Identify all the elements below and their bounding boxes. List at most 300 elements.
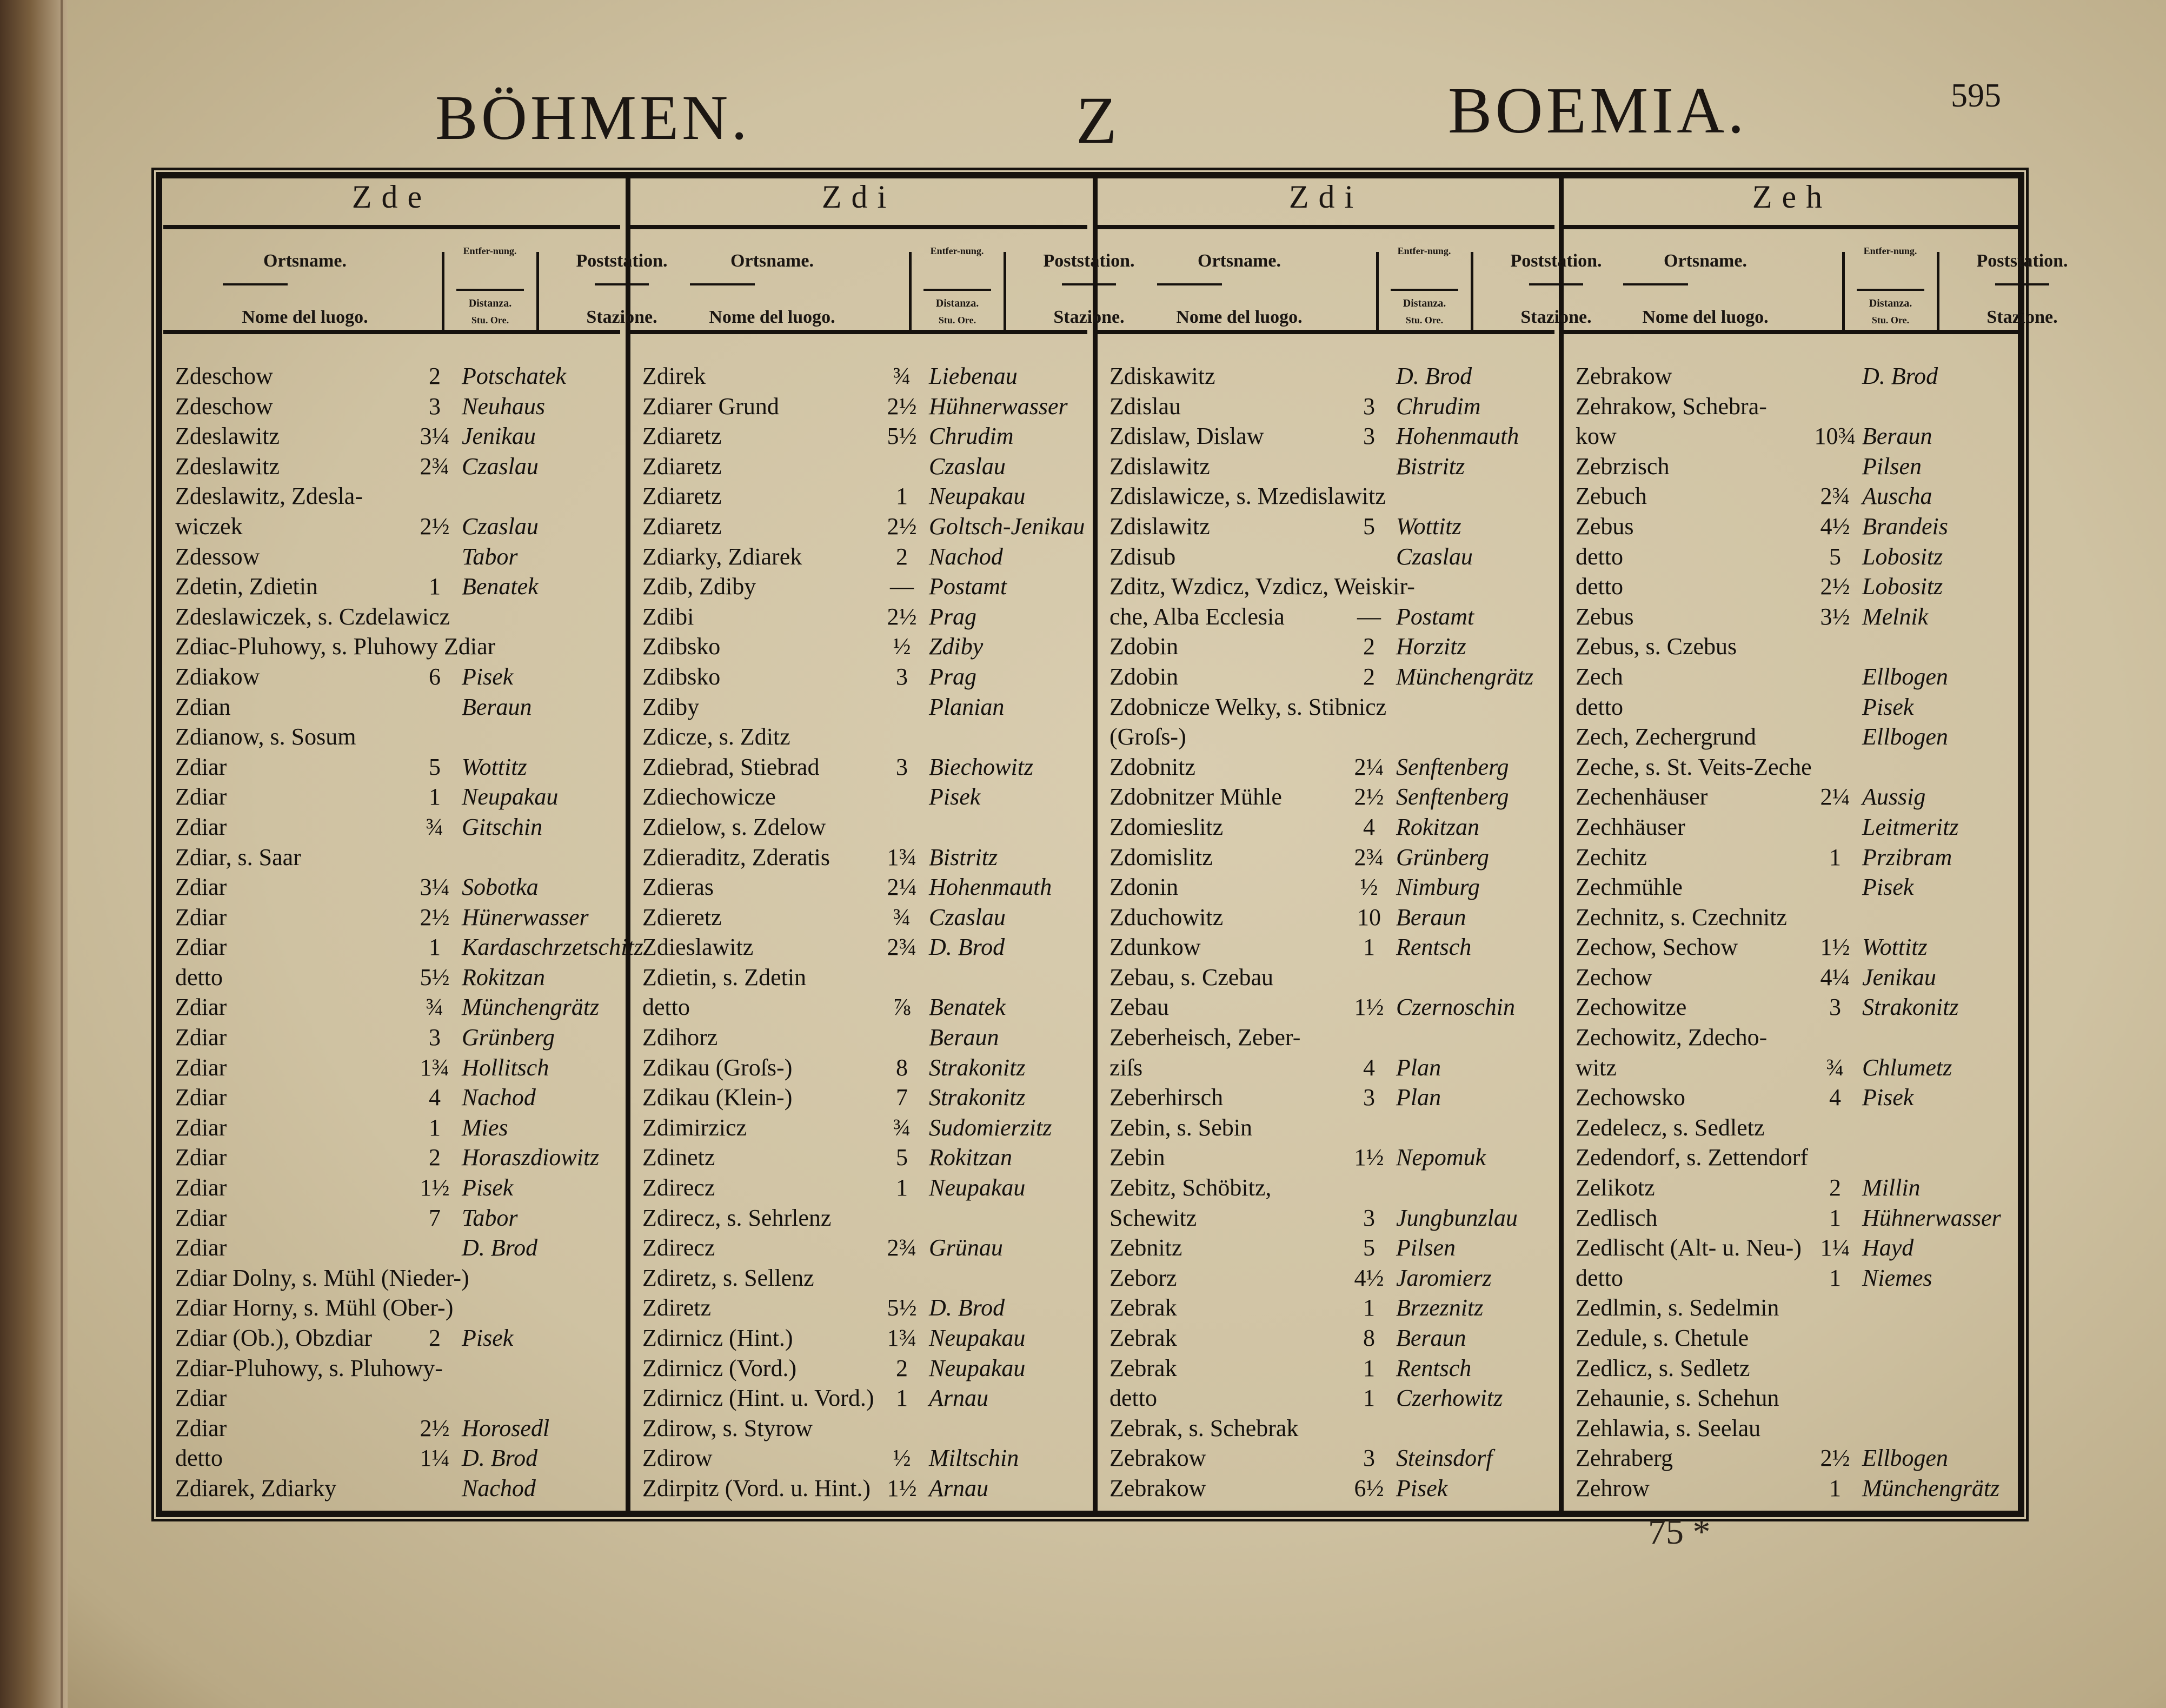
distance-value: 2	[896, 1354, 908, 1381]
post-station: Rokitzan	[1396, 813, 1479, 840]
distance-value: 3	[896, 753, 908, 780]
post-station: Pisek	[462, 1325, 514, 1351]
distance-value: 7	[896, 1084, 908, 1111]
distance-units: Stu. Ore.	[471, 315, 509, 325]
column-divider	[1093, 178, 1098, 1514]
name-label-it: Nome del luogo.	[1642, 307, 1769, 327]
entry-row	[175, 511, 616, 542]
distance-value: 2¼	[1354, 753, 1384, 780]
post-station: Wottitz	[1862, 934, 1928, 961]
entry-row	[1109, 1113, 1550, 1143]
post-station: Wottitz	[1396, 513, 1461, 540]
column-heading: Zdi	[1288, 179, 1364, 215]
post-station: Lobositz	[1862, 543, 1943, 570]
place-name: Zebin, s. Sebin	[1109, 1114, 1252, 1141]
post-station: Tabor	[462, 543, 518, 570]
place-name: Zdiaretz	[642, 513, 722, 540]
place-name: Zeche, s. St. Veits-Zeche	[1576, 753, 1812, 780]
place-name: detto	[1576, 543, 1623, 570]
post-station: Przibram	[1862, 843, 1952, 870]
post-station: D. Brod	[929, 934, 1005, 961]
place-name: Zdisub	[1109, 543, 1176, 570]
post-station: Rentsch	[1396, 1354, 1472, 1381]
gutter-fold	[61, 0, 63, 1708]
entry-row	[642, 1353, 1083, 1384]
place-name: Zehrakow, Schebra-	[1576, 393, 1767, 420]
entry-row	[175, 1413, 616, 1444]
post-station: Grünberg	[1396, 843, 1489, 870]
place-name: Zebau, s. Czebau	[1109, 963, 1273, 991]
header-short-rule	[1391, 289, 1458, 291]
entry-row	[1576, 1233, 2016, 1263]
distance-value: 7	[429, 1204, 441, 1231]
entry-row	[642, 1113, 1083, 1143]
entry-row	[1576, 1113, 2016, 1143]
place-name: Zech, Zechergrund	[1576, 723, 1756, 750]
post-station: Pilsen	[1862, 453, 1922, 480]
entry-row	[175, 902, 616, 933]
place-name: detto	[175, 963, 223, 991]
post-station: Bistritz	[929, 843, 998, 870]
entry-row	[1109, 932, 1550, 962]
station-label-it: Stazione.	[586, 307, 657, 327]
distance-value: 4¼	[1820, 963, 1850, 991]
entry-row	[1109, 632, 1550, 662]
entry-row	[1576, 1353, 2016, 1384]
distance-value: 1	[1363, 1385, 1375, 1412]
title-italian: BOEMIA.	[1448, 74, 1748, 147]
name-label-de: Ortsname.	[263, 251, 347, 271]
entry-row	[642, 1022, 1083, 1053]
column-heading: Zeh	[1752, 179, 1832, 215]
distance-value: 1¾	[887, 1325, 917, 1351]
distance-value: 1	[896, 1174, 908, 1201]
entry-row	[175, 1173, 616, 1203]
distance-value: 1	[1829, 843, 1841, 870]
entry-row	[175, 1113, 616, 1143]
distance-value: 1	[1829, 1474, 1841, 1501]
entry-row	[175, 932, 643, 962]
station-header	[1941, 245, 2103, 327]
entry-row	[1109, 992, 1550, 1022]
distance-value: 1	[1363, 1354, 1375, 1381]
place-name: Zech	[1576, 663, 1623, 690]
place-name: detto	[175, 1445, 223, 1472]
entry-row	[1576, 932, 2016, 962]
entry-row	[1109, 782, 1550, 812]
distance-value: 4½	[1354, 1264, 1384, 1291]
post-station: Arnau	[929, 1474, 988, 1501]
distance-value: 2¾	[887, 1234, 917, 1261]
distance-header	[913, 245, 1002, 325]
post-station: Steinsdorf	[1396, 1445, 1493, 1472]
place-name: Zdiar	[175, 1204, 227, 1231]
station-label-de: Poststation.	[1043, 251, 1135, 271]
post-station: D. Brod	[1862, 363, 1938, 389]
place-name: Zdiarek, Zdiarky	[175, 1474, 337, 1501]
place-name: Zebrak	[1109, 1294, 1177, 1321]
distance-value: 1½	[887, 1474, 917, 1501]
distance-value: 1	[429, 1114, 441, 1141]
place-name: Zdinetz	[642, 1144, 715, 1171]
distance-value: 3	[429, 393, 441, 420]
entry-row	[175, 962, 616, 993]
distance-value: 5	[896, 1144, 908, 1171]
entry-row	[175, 1053, 616, 1083]
place-name: Zdiar	[175, 753, 227, 780]
place-name: Zdirow, s. Styrow	[642, 1414, 813, 1441]
column-subheader	[1564, 245, 2068, 327]
subheader-divider	[1376, 252, 1379, 333]
place-name: Zdeslawitz, Zdesla-	[175, 483, 363, 510]
entry-row	[1109, 511, 1550, 542]
distance-value: 2	[429, 363, 441, 389]
post-station: Grünberg	[462, 1024, 555, 1051]
place-name: Zdislawitz	[1109, 513, 1210, 540]
post-station: Nachod	[462, 1084, 536, 1111]
post-station: Hohenmauth	[1396, 423, 1519, 450]
entry-row	[642, 782, 1083, 812]
post-station: Hünerwasser	[462, 903, 589, 931]
entry-row	[175, 1353, 616, 1384]
entry-row	[175, 481, 616, 511]
place-name: detto	[642, 994, 690, 1021]
place-name: Zdirnicz (Hint.)	[642, 1325, 793, 1351]
place-name: Zdikau (Klein-)	[642, 1084, 793, 1111]
place-name: Zeborz	[1109, 1264, 1177, 1291]
place-name: Zechowsko	[1576, 1084, 1685, 1111]
distance-value: 2½	[420, 1414, 450, 1441]
header-rule	[630, 330, 1087, 334]
entry-row	[1576, 1203, 2016, 1233]
subheader-divider	[909, 252, 912, 333]
place-name: Zdislawicze, s. Mzedislawitz	[1109, 483, 1386, 510]
entry-row	[1109, 1022, 1550, 1053]
post-station: D. Brod	[462, 1234, 538, 1261]
post-station: Strakonitz	[1862, 994, 1959, 1021]
post-station: Neupakau	[929, 1174, 1026, 1201]
post-station: Hühnerwasser	[929, 393, 1068, 420]
entry-row	[1576, 1022, 2016, 1053]
post-station: Biechowitz	[929, 753, 1034, 780]
entry-row	[1576, 902, 2016, 933]
entry-row	[1109, 1443, 1550, 1473]
entry-row	[175, 722, 616, 752]
entry-row	[1109, 1353, 1550, 1384]
entry-row	[642, 1383, 1083, 1413]
distance-value: 6	[429, 663, 441, 690]
post-station: Planian	[929, 693, 1005, 720]
distance-value: 10¾	[1814, 423, 1856, 450]
post-station: Senftenberg	[1396, 753, 1509, 780]
column-divider	[1559, 178, 1564, 1514]
place-name: Zechnitz, s. Czechnitz	[1576, 903, 1787, 931]
place-name: Zdirow	[642, 1445, 713, 1472]
distance-value: 8	[1363, 1325, 1375, 1351]
entry-row	[175, 1142, 616, 1173]
place-name: Zebnitz	[1109, 1234, 1182, 1261]
place-name: Zdiar	[175, 813, 227, 840]
post-station: D. Brod	[462, 1445, 538, 1472]
entry-row	[175, 872, 616, 902]
place-name: Zdieslawitz	[642, 934, 754, 961]
post-station: Czaslau	[929, 903, 1006, 931]
place-name: Zeberhirsch	[1109, 1084, 1224, 1111]
place-name: Zechow, Sechow	[1576, 934, 1738, 961]
entry-row	[1576, 812, 2016, 842]
entry-row	[175, 1263, 616, 1293]
index-letter: Z	[1076, 83, 1117, 157]
post-station: Mies	[462, 1114, 508, 1141]
distance-units: Stu. Ore.	[1405, 315, 1444, 325]
post-station: Nachod	[462, 1474, 536, 1501]
subheader-divider	[1471, 252, 1473, 333]
post-station: Prag	[929, 663, 976, 690]
distance-value: 3½	[1820, 603, 1850, 630]
place-name: Zedlisch	[1576, 1204, 1658, 1231]
post-station: Pisek	[1396, 1474, 1448, 1501]
entry-row	[1576, 571, 2016, 602]
place-name: Zdiretz	[642, 1294, 712, 1321]
place-name: Zehraberg	[1576, 1445, 1673, 1472]
entry-row	[642, 1323, 1083, 1353]
entry-row	[642, 361, 1083, 391]
distance-value: 8	[896, 1054, 908, 1081]
header-short-rule	[923, 289, 991, 291]
entry-row	[642, 571, 1083, 602]
place-name: Zdetin, Zdietin	[175, 573, 318, 600]
distance-value: 1	[896, 483, 908, 510]
entry-row	[642, 421, 1083, 451]
entry-row	[1109, 902, 1550, 933]
entry-row	[1576, 782, 2016, 812]
entry-row	[1109, 1233, 1550, 1263]
header-rule	[1098, 330, 1554, 334]
place-name: ziſs	[1109, 1054, 1143, 1081]
post-station: Potschatek	[462, 363, 567, 389]
entry-row	[642, 1413, 1083, 1444]
distance-value: 2¾	[1820, 483, 1850, 510]
distance-header	[1846, 245, 1935, 325]
distance-value: 2½	[1820, 573, 1850, 600]
place-name: Zdiar	[175, 1114, 227, 1141]
place-name: Zdiar	[175, 1414, 227, 1441]
post-station: Hühnerwasser	[1862, 1204, 2001, 1231]
entry-row	[642, 542, 1083, 572]
place-name: Zehlawia, s. Seelau	[1576, 1414, 1761, 1441]
post-station: Jungbunzlau	[1396, 1204, 1518, 1231]
entry-row	[1109, 812, 1550, 842]
entry-row	[175, 1443, 616, 1473]
place-name: (Groſs-)	[1109, 723, 1186, 750]
header-short-rule	[456, 289, 524, 291]
place-name: Zdirek	[642, 363, 706, 389]
distance-value: 2	[896, 543, 908, 570]
name-label-it: Nome del luogo.	[709, 307, 835, 327]
entry-row	[1109, 391, 1550, 422]
entry-row	[1576, 1053, 2016, 1083]
entry-row	[175, 1082, 616, 1113]
entry-row	[1109, 962, 1550, 993]
entry-row	[1109, 602, 1550, 632]
distance-value: ¾	[893, 1114, 911, 1141]
post-station: Neupakau	[929, 483, 1026, 510]
place-name: Zdiar	[175, 1084, 227, 1111]
distance-value: 1	[896, 1385, 908, 1412]
distance-value: 1½	[420, 1174, 450, 1201]
distance-value: 2	[429, 1144, 441, 1171]
entry-row	[1109, 1323, 1550, 1353]
place-name: Zebus	[1576, 513, 1634, 540]
column-subheader	[630, 245, 1135, 327]
place-name: Zdiebrad, Stiebrad	[642, 753, 820, 780]
distance-value: 4	[1363, 1054, 1375, 1081]
entry-row	[1109, 752, 1550, 782]
place-name: detto	[1576, 1264, 1623, 1291]
post-station: Münchengrätz	[462, 994, 600, 1021]
post-station: Chrudim	[1396, 393, 1481, 420]
entry-row	[642, 1142, 1083, 1173]
entry-row	[1109, 1473, 1550, 1504]
distance-value: 2	[1363, 633, 1375, 660]
place-name: Zdiar Horny, s. Mühl (Ober-)	[175, 1294, 454, 1321]
name-header	[1569, 245, 1842, 327]
entry-row	[1576, 602, 2016, 632]
place-name: Zdietin, s. Zdetin	[642, 963, 807, 991]
distance-value: 1	[1363, 934, 1375, 961]
distance-value: 1½	[1354, 994, 1384, 1021]
place-name: Zdiarer Grund	[642, 393, 779, 420]
place-name: Zdislawitz	[1109, 453, 1210, 480]
entry-row	[1109, 1053, 1550, 1083]
entry-row	[1576, 1082, 2016, 1113]
entry-row	[175, 1203, 616, 1233]
post-station: Kardaschrzetschitz	[462, 934, 643, 961]
distance-value: ½	[893, 633, 911, 660]
distance-value: 5½	[420, 963, 450, 991]
entry-row	[642, 932, 1083, 962]
distance-value: 1	[429, 783, 441, 810]
place-name: Zdunkow	[1109, 934, 1201, 961]
post-station: Münchengrätz	[1862, 1474, 2000, 1501]
post-station: Horosedl	[462, 1414, 550, 1441]
post-station: Pisek	[1862, 874, 1914, 901]
place-name: Zdiar	[175, 874, 227, 901]
place-name: Zdessow	[175, 543, 260, 570]
entry-row	[1109, 451, 1550, 482]
distance-label-it: Distanza.	[468, 297, 512, 309]
distance-label-it: Distanza.	[1403, 297, 1446, 309]
entry-row	[642, 1173, 1083, 1203]
subheader-divider	[536, 252, 539, 333]
post-station: D. Brod	[1396, 363, 1472, 389]
station-label-it: Stazione.	[1053, 307, 1125, 327]
place-name: Zdeslawiczek, s. Czdelawicz	[175, 603, 450, 630]
place-name: Zeberheisch, Zeber-	[1109, 1024, 1301, 1051]
post-station: Pilsen	[1396, 1234, 1456, 1261]
entry-row	[175, 361, 616, 391]
post-station: Beraun	[1396, 1325, 1466, 1351]
post-station: Münchengrätz	[1396, 663, 1534, 690]
entry-row	[175, 1473, 616, 1504]
entry-row	[642, 1233, 1083, 1263]
entry-row	[1109, 1082, 1550, 1113]
column-heading: Zde	[351, 179, 432, 215]
post-station: Auscha	[1862, 483, 1932, 510]
entry-list	[642, 361, 1083, 1504]
place-name: Zdonin	[1109, 874, 1179, 901]
post-station: Horzitz	[1396, 633, 1466, 660]
post-station: Niemes	[1862, 1264, 1932, 1291]
place-name: Zdeslawitz	[175, 423, 280, 450]
place-name: Zdiac-Pluhowy, s. Pluhowy Zdiar	[175, 633, 496, 660]
entry-row	[642, 692, 1083, 722]
post-station: Tabor	[462, 1204, 518, 1231]
place-name: Zebrak, s. Schebrak	[1109, 1414, 1299, 1441]
place-name: Zebrakow	[1576, 363, 1672, 389]
distance-value: 5½	[887, 1294, 917, 1321]
place-name: Zdobin	[1109, 633, 1179, 660]
title-german: BÖHMEN.	[435, 82, 750, 153]
place-name: Zdiar (Ob.), Obzdiar	[175, 1325, 373, 1351]
place-name: Zdiar	[175, 1234, 227, 1261]
distance-value: 2	[1829, 1174, 1841, 1201]
post-station: Beraun	[462, 693, 532, 720]
distance-units: Stu. Ore.	[1871, 315, 1910, 325]
place-name: Zebau	[1109, 994, 1169, 1021]
post-station: Bistritz	[1396, 453, 1465, 480]
distance-value: 4	[1829, 1084, 1841, 1111]
entry-row	[175, 1233, 616, 1263]
place-name: Zechowitze	[1576, 994, 1687, 1021]
entry-row	[175, 812, 616, 842]
entry-row	[1576, 421, 2016, 451]
place-name: Zdicze, s. Zditz	[642, 723, 790, 750]
post-station: Plan	[1396, 1054, 1441, 1081]
distance-value: 1	[1829, 1264, 1841, 1291]
distance-value: 3¼	[420, 423, 450, 450]
place-name: Zebus	[1576, 603, 1634, 630]
distance-value: 3	[1363, 1084, 1375, 1111]
post-station: Arnau	[929, 1385, 988, 1412]
entry-row	[642, 481, 1083, 511]
entry-row	[1109, 842, 1550, 873]
distance-value: —	[890, 573, 914, 600]
entry-row	[1109, 481, 1550, 511]
post-station: Ellbogen	[1862, 1445, 1948, 1472]
entry-row	[1576, 542, 2016, 572]
entry-row	[1109, 1203, 1550, 1233]
place-name: detto	[1109, 1385, 1157, 1412]
name-label-it: Nome del luogo.	[1176, 307, 1303, 327]
place-name: Zdobnitz	[1109, 753, 1195, 780]
place-name: Zdobin	[1109, 663, 1179, 690]
distance-value: 1¼	[1820, 1234, 1850, 1261]
printer-signature: 75 *	[1648, 1512, 1711, 1552]
place-name: Zechenhäuser	[1576, 783, 1708, 810]
place-name: Zdiar	[175, 1144, 227, 1171]
entry-list	[175, 361, 643, 1504]
distance-value: 1	[429, 934, 441, 961]
place-name: Zditz, Wzdicz, Vzdicz, Weiskir-	[1109, 573, 1415, 600]
entry-row	[175, 421, 616, 451]
entry-row	[642, 1443, 1083, 1473]
name-header	[636, 245, 908, 327]
entry-row	[1109, 1293, 1550, 1323]
entry-row	[175, 391, 616, 422]
place-name: Zdibsko	[642, 633, 721, 660]
post-station: Zdiby	[929, 633, 984, 660]
